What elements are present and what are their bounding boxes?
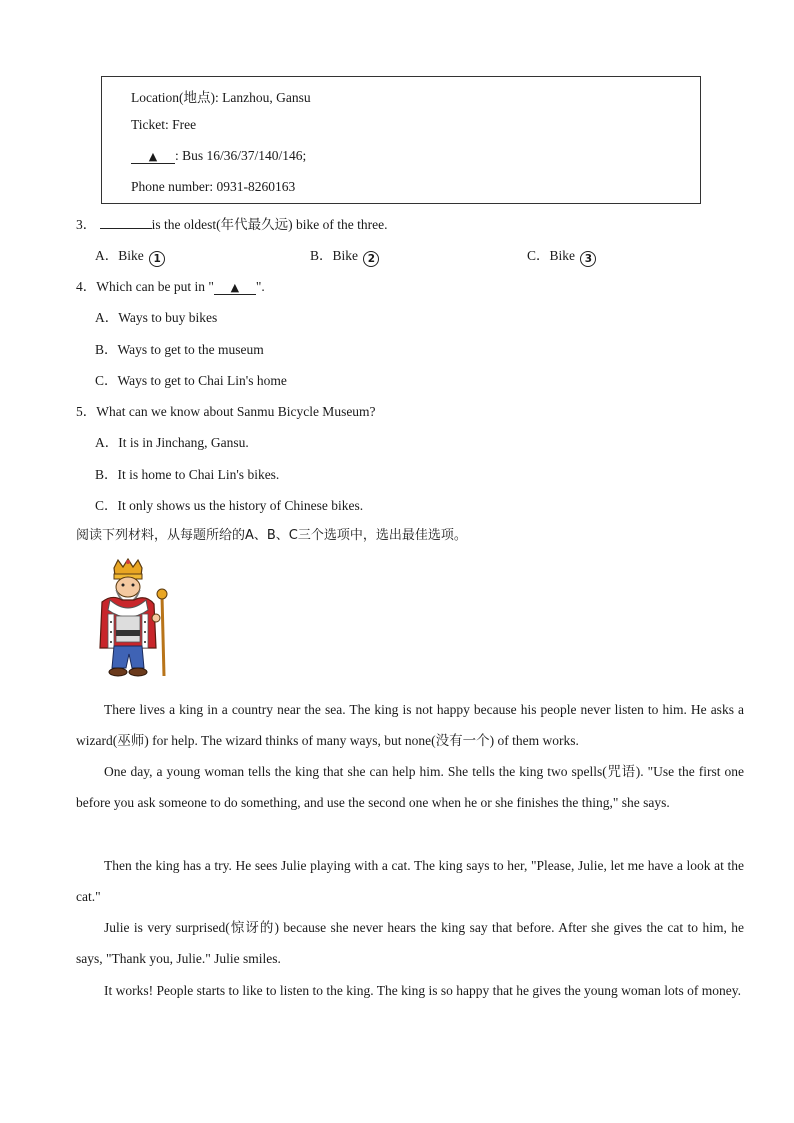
option-letter: B．	[310, 248, 333, 263]
option-text: Ways to get to Chai Lin's home	[117, 373, 287, 388]
blank-triangle: ▲	[214, 281, 256, 295]
option-letter: C．	[95, 373, 118, 388]
option-letter: B．	[95, 342, 118, 357]
info-ticket: Ticket: Free	[131, 117, 197, 132]
option-letter: A．	[95, 435, 119, 450]
circled-number-icon: 1	[149, 251, 165, 267]
circled-number-icon: 2	[363, 251, 379, 267]
blank-triangle: ▲	[131, 150, 175, 164]
option-text: It is home to Chai Lin's bikes.	[117, 467, 280, 482]
question-text: Which can be put in "	[96, 279, 214, 294]
option-text: Ways to get to the museum	[117, 342, 264, 357]
info-location: Location(地点): Lanzhou, Gansu	[131, 90, 311, 105]
info-phone: Phone number: 0931-8260163	[131, 179, 296, 194]
q5-option-b[interactable]	[95, 463, 279, 483]
question-number: 4．	[76, 279, 97, 294]
answer-blank	[100, 216, 152, 229]
option-text: Bike	[118, 248, 144, 263]
question-text-end: ".	[255, 279, 265, 294]
option-letter: C．	[527, 248, 550, 263]
option-text: It is in Jinchang, Gansu.	[118, 435, 249, 450]
q3-option-a[interactable]	[95, 244, 165, 267]
option-text: Bike	[549, 248, 576, 263]
info-bus	[131, 148, 306, 164]
q5-option-c[interactable]	[95, 494, 363, 514]
story-paragraph-2: One day, a young woman tells the king that she can help him. She tells the king two spells(咒语). "Use the first one before you ask someone to do something, and use the second one when he or she finishes the thing," she says.	[76, 764, 744, 810]
info-bus-text: : Bus 16/36/37/140/146;	[175, 148, 307, 163]
q5-option-a[interactable]	[95, 431, 249, 451]
q3-option-c[interactable]	[527, 244, 596, 267]
option-letter: B．	[95, 467, 118, 482]
q4-option-b[interactable]	[95, 338, 264, 358]
question-text: What can we know about Sanmu Bicycle Museum?	[96, 404, 376, 419]
question-number: 3．	[76, 217, 97, 232]
question-4	[76, 275, 265, 295]
option-letter: A．	[95, 310, 119, 325]
q3-option-b[interactable]	[310, 244, 379, 267]
option-text: Ways to buy bikes	[118, 310, 218, 325]
q4-option-c[interactable]	[95, 369, 287, 389]
museum-info-box	[101, 76, 701, 204]
circled-number-icon: 3	[580, 251, 596, 267]
q4-option-a[interactable]	[95, 306, 217, 326]
option-text: Bike	[332, 248, 359, 263]
option-text: It only shows us the history of Chinese bikes.	[117, 498, 364, 513]
question-5	[76, 400, 376, 420]
reading-instruction: 阅读下列材料，从每题所给的A、B、C三个选项中，选出最佳选项。	[76, 528, 467, 543]
question-3	[76, 213, 387, 233]
story-paragraph-4: Julie is very surprised(惊讶的) because she never hears the king say that before. After she gives the cat to him, he says, "Thank you, Julie." Julie smiles.	[76, 920, 744, 966]
question-text: is the oldest(年代最久远) bike of the three.	[151, 217, 388, 232]
king-illustration	[92, 558, 174, 682]
story-paragraph-3: Then the king has a try. He sees Julie playing with a cat. The king says to her, "Please, Julie, let me have a look at the cat."	[76, 858, 744, 904]
story-paragraph-1: There lives a king in a country near the sea. The king is not happy because his people never listen to him. He asks a wizard(巫师) for help. The wizard thinks of many ways, but none(没有一个) of them works.	[76, 702, 744, 748]
question-number: 5．	[76, 404, 97, 419]
option-letter: A．	[95, 248, 119, 263]
option-letter: C．	[95, 498, 118, 513]
story-paragraph-5: It works! People starts to like to listen to the king. The king is so happy that he gives the young woman lots of money.	[104, 983, 742, 998]
